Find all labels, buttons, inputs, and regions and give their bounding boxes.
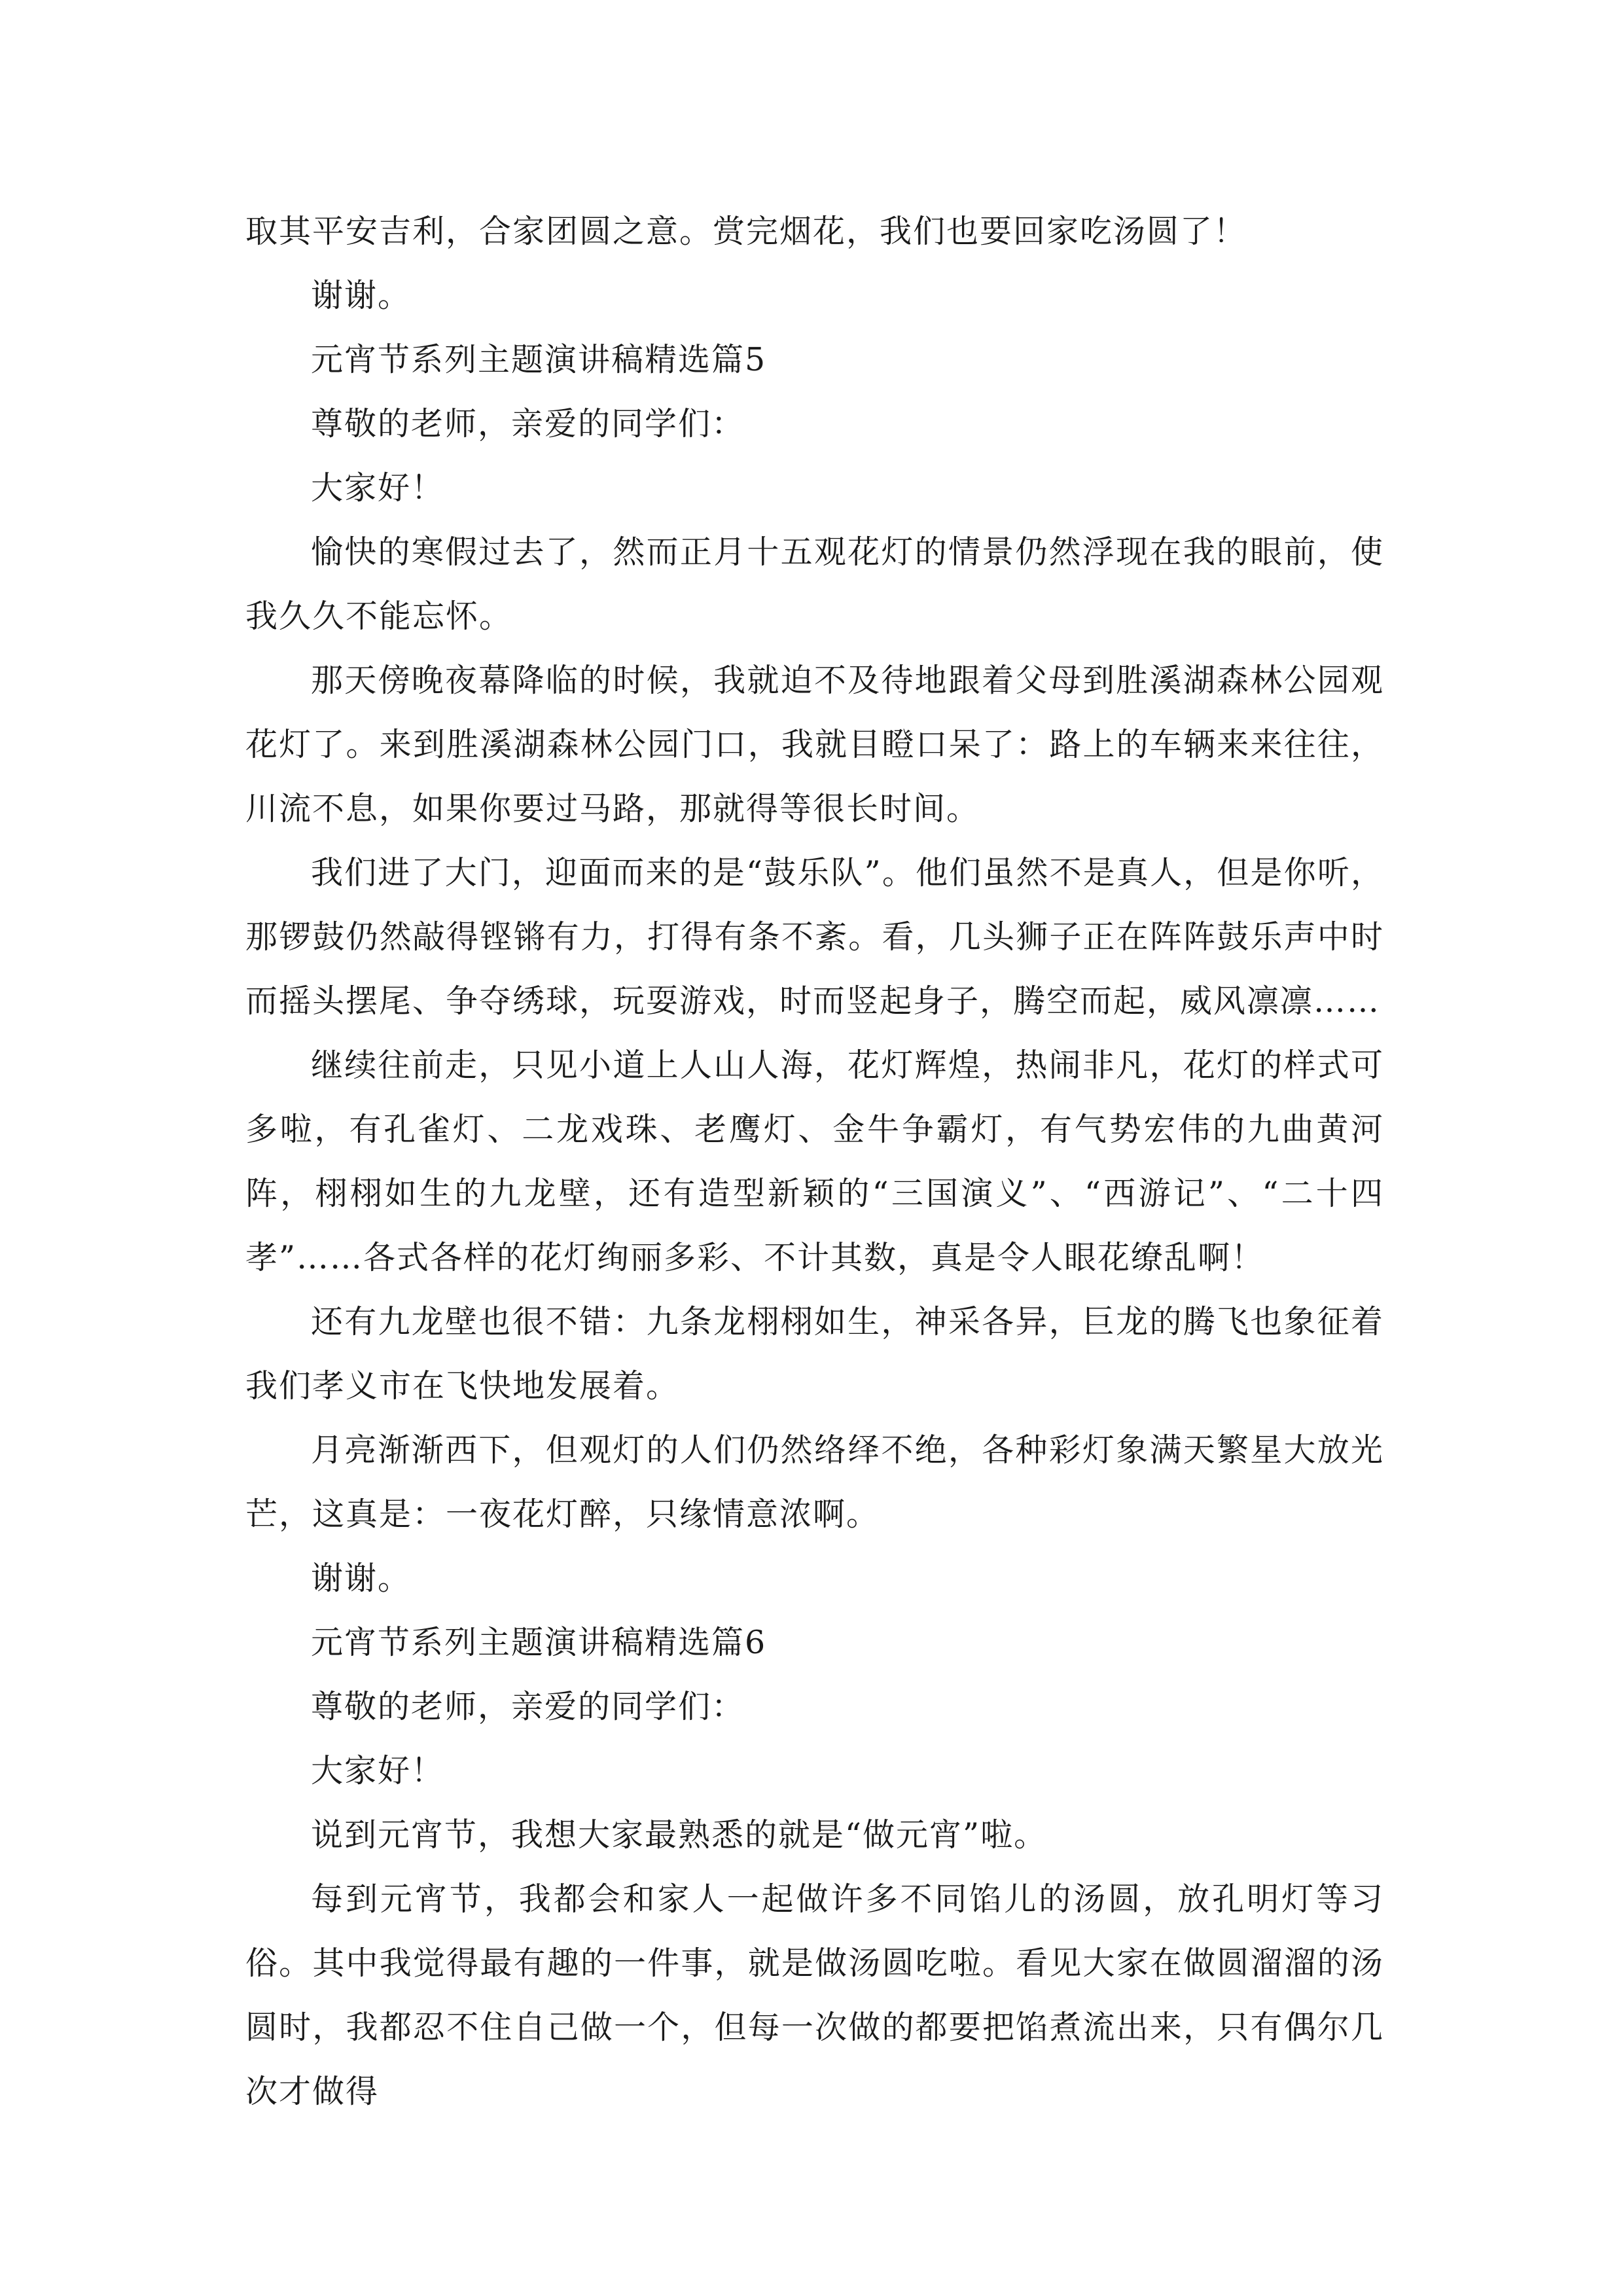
greeting: 大家好！ — [311, 469, 445, 507]
paragraph: 谢谢。 — [311, 277, 412, 314]
paragraph: 每到元宵节，我都会和家人一起做许多不同馅儿的汤圆，放孔明灯等习俗。其中我觉得最有趣的一件事，就是做汤圆吃啦。看见大家在做圆溜溜的汤圆时，我都忍不住自己做一个，但每一次做的都要把馅煮流出来，只有偶尔几次才做得 — [245, 1880, 1384, 2110]
salutation: 尊敬的老师，亲爱的同学们： — [311, 1688, 745, 1725]
paragraph: 我们进了大门，迎面而来的是“鼓乐队”。他们虽然不是真人，但是你听，那锣鼓仍然敲得铿锵有力，打得有条不紊。看，几头狮子正在阵阵鼓乐声中时而摇头摆尾、争夺绣球，玩耍游戏，时而竖起身子，腾空而起，威风凛凛…… — [245, 854, 1384, 1020]
paragraph: 月亮渐渐西下，但观灯的人们仍然络绎不绝，各种彩灯象满天繁星大放光芒，这真是：一夜花灯醉，只缘情意浓啊。 — [245, 1431, 1384, 1533]
paragraph: 那天傍晚夜幕降临的时候，我就迫不及待地跟着父母到胜溪湖森林公园观花灯了。来到胜溪湖森林公园门口，我就目瞪口呆了：路上的车辆来来往往，川流不息，如果你要过马路，那就得等很长时间。 — [245, 662, 1384, 827]
document-body — [245, 200, 1384, 2124]
paragraph: 说到元宵节，我想大家最熟悉的就是“做元宵”啦。 — [311, 1816, 1048, 1854]
salutation: 尊敬的老师，亲爱的同学们： — [311, 405, 745, 442]
paragraph: 继续往前走，只见小道上人山人海，花灯辉煌，热闹非凡，花灯的样式可多啦，有孔雀灯、二龙戏珠、老鹰灯、金牛争霸灯，有气势宏伟的九曲黄河阵，栩栩如生的九龙壁，还有造型新颖的“三国演义”、“西游记”、“二十四孝”……各式各样的花灯绚丽多彩、不计其数，真是令人眼花缭乱啊！ — [245, 1047, 1384, 1276]
greeting: 大家好！ — [311, 1752, 445, 1789]
paragraph: 谢谢。 — [311, 1560, 412, 1597]
paragraph: 愉快的寒假过去了，然而正月十五观花灯的情景仍然浮现在我的眼前，使我久久不能忘怀。 — [245, 533, 1384, 635]
section-heading: 元宵节系列主题演讲稿精选篇6 — [311, 1624, 767, 1661]
paragraph: 取其平安吉利，合家团圆之意。赏完烟花，我们也要回家吃汤圆了！ — [245, 213, 1247, 250]
section-heading: 元宵节系列主题演讲稿精选篇5 — [311, 341, 767, 378]
paragraph: 还有九龙壁也很不错：九条龙栩栩如生，神采各异，巨龙的腾飞也象征着我们孝义市在飞快地发展着。 — [245, 1303, 1384, 1405]
